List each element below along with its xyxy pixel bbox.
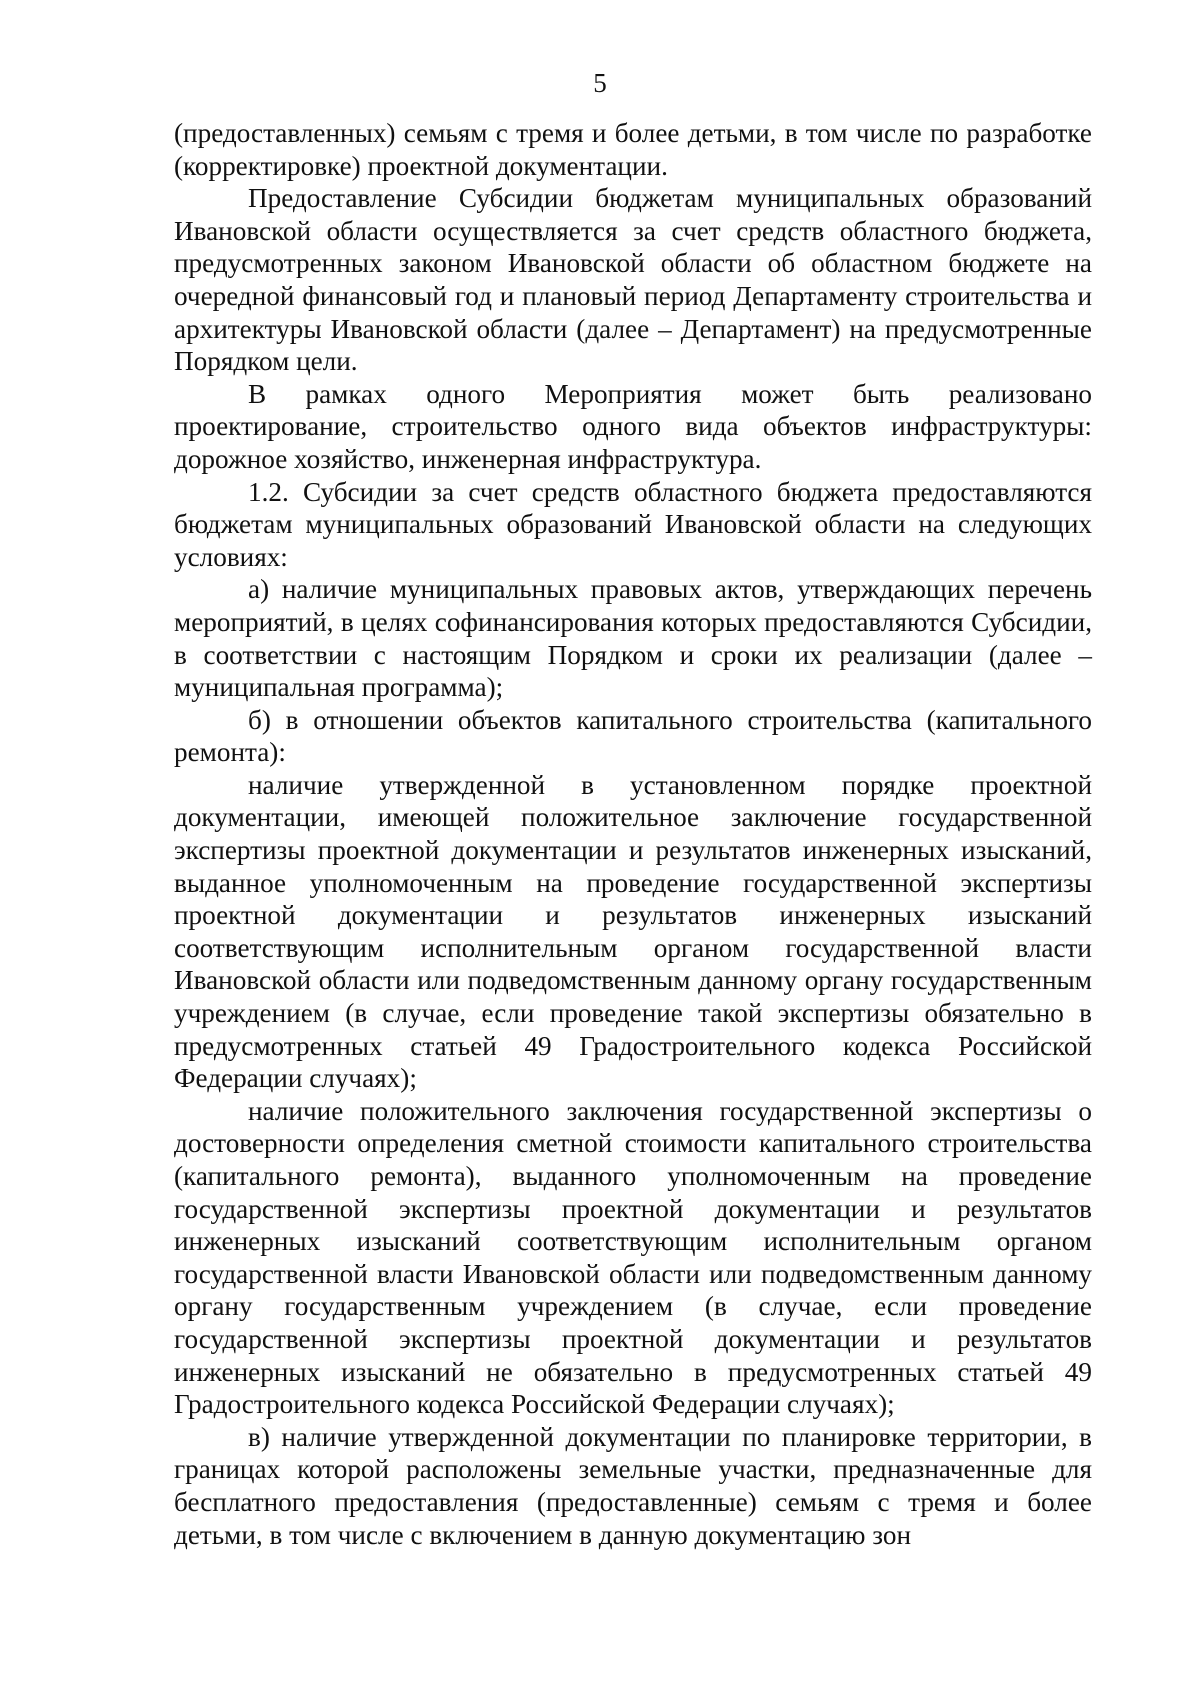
- paragraph-event-scope: В рамках одного Мероприятия может быть реализовано проектирование, строительство одного вида объектов инфраструктуры: дорожное хозяйство, инженерная инфраструктура.: [174, 378, 1092, 474]
- page-number: 5: [593, 68, 607, 98]
- paragraph-condition-v: в) наличие утвержденной документации по планировке территории, в границах которой расположены земельные участки, предназначенные для бесплатного предоставления (предоставленные) семьям с тремя и более детьми, в том числе с включением в данную документацию зон: [174, 1421, 1092, 1550]
- paragraph-project-documentation: наличие утвержденной в установленном порядке проектной документации, имеющей положительное заключение государственной экспертизы проектной документации и результатов инженерных изысканий, выданное уполномоченным на проведение государственной экспертизы проектной документации и результатов инженерных изысканий соответствующим исполнительным органом государственной власти Ивановской области или подведомственным данному органу государственным учреждением (в случае, если проведение такой экспертизы обязательно в предусмотренных статьей 49 Градостроительного кодекса Российской Федерации случаях);: [174, 769, 1092, 1094]
- paragraph-continuation: (предоставленных) семьям с тремя и более детьми, в том числе по разработке (корректировке) проектной документации.: [174, 118, 1092, 181]
- document-body: [174, 117, 1092, 1551]
- paragraph-cost-expertise: наличие положительного заключения государственной экспертизы о достоверности определения сметной стоимости капитального строительства (капитального ремонта), выданного уполномоченным на проведение государственной экспертизы проектной документации и результатов инженерных изысканий соответствующим исполнительным органом государственной власти Ивановской области или подведомственным данному органу государственным учреждением (в случае, если проведение государственной экспертизы проектной документации и результатов инженерных изысканий не обязательно в предусмотренных статьей 49 Градостроительного кодекса Российской Федерации случаях);: [174, 1095, 1092, 1420]
- paragraph-section-1-2: 1.2. Субсидии за счет средств областного бюджета предоставляются бюджетам муниципальных образований Ивановской области на следующих условиях:: [174, 476, 1092, 572]
- paragraph-subsidy-provision: Предоставление Субсидии бюджетам муниципальных образований Ивановской области осуществляется за счет средств областного бюджета, предусмотренных законом Ивановской области об областном бюджете на очередной финансовый год и плановый период Департаменту строительства и архитектуры Ивановской области (далее – Департамент) на предусмотренные Порядком цели.: [174, 183, 1092, 377]
- paragraph-condition-a: а) наличие муниципальных правовых актов, утверждающих перечень мероприятий, в целях софинансирования которых предоставляются Субсидии, в соответствии с настоящим Порядком и сроки их реализации (далее – муниципальная программа);: [174, 574, 1092, 703]
- paragraph-condition-b: б) в отношении объектов капитального строительства (капитального ремонта):: [174, 704, 1092, 768]
